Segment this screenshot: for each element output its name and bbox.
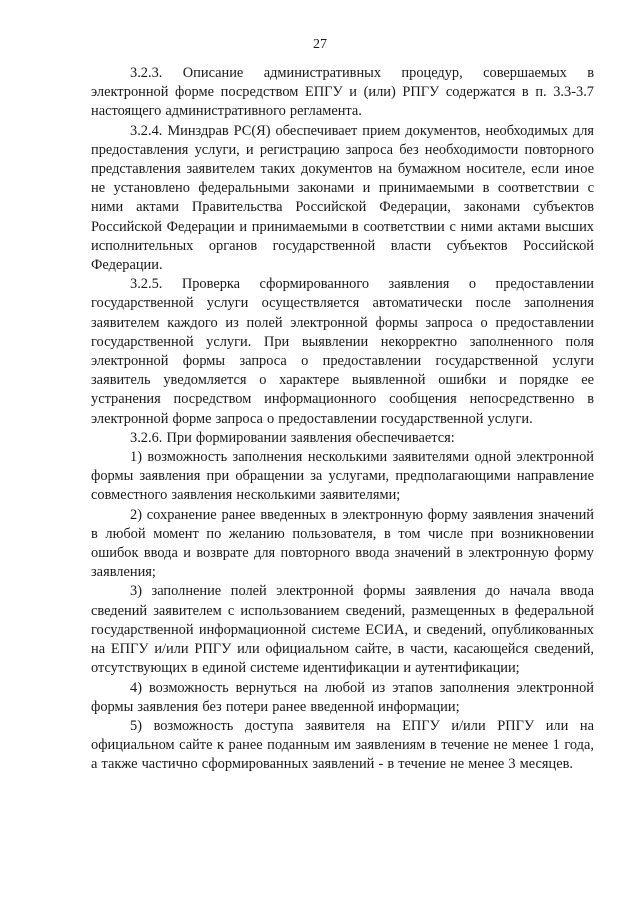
list-item-4: 4) возможность вернуться на любой из этапов заполнения электронной формы заявления без потери ранее введенной информации; xyxy=(91,679,594,715)
list-item-2: 2) сохранение ранее введенных в электронную форму заявления значений в любой момент по желанию пользователя, в том числе при возникновении ошибок ввода и возврате для повторного ввода значений в электронную форму заявления; xyxy=(91,506,594,581)
list-item-3: 3) заполнение полей электронной формы заявления до начала ввода сведений заявителем с использованием сведений, размещенных в федеральной государственной информационной системе ЕСИА, и сведений, опубликованных на ЕПГУ и/или РПГУ или официальном сайте, в части, касающейся сведений, отсутствующих в единой системе идентификации и аутентификации; xyxy=(91,583,594,677)
paragraph-3-2-4: 3.2.4. Минздрав РС(Я) обеспечивает прием документов, необходимых для предоставления услуги, и регистрацию запроса без необходимости повторного представления заявителем таких документов на бумажном носителе, если иное не установлено федеральными законами и принимаемыми в соответствии с ними актами Правительства Российской Федерации, законами субъектов Российской Федерации и принимаемыми в соответствии с ними актами высших исполнительных органов государственной власти субъектов Российской Федерации. xyxy=(91,122,594,274)
list-item-5: 5) возможность доступа заявителя на ЕПГУ и/или РПГУ или на официальном сайте к ранее поданным им заявлениям в течение не менее 1 года, а также частично сформированных заявлений - в течение не менее 3 месяцев. xyxy=(91,717,594,773)
paragraph-3-2-5: 3.2.5. Проверка сформированного заявления о предоставлении государственной услуги осуществляется автоматически после заполнения заявителем каждого из полей электронной формы запроса о предоставлении государственной услуги. При выявлении некорректно заполненного поля электронной формы запроса о предоставлении государственной услуги заявитель уведомляется о характере выявленной ошибки и порядке ее устранения посредством информационного сообщения непосредственно в электронной форме запроса о предоставлении государственной услуги. xyxy=(91,276,594,427)
paragraph-3-2-3: 3.2.3. Описание административных процедур, совершаемых в электронной форме посредством ЕПГУ и (или) РПГУ содержатся в п. 3.3-3.7 настоящего административного регламента. xyxy=(91,65,594,120)
paragraph-3-2-6: 3.2.6. При формировании заявления обеспечивается: xyxy=(130,429,455,446)
page-number: 27 xyxy=(313,37,327,52)
list-item-1: 1) возможность заполнения несколькими заявителями одной электронной формы заявления при обращении за услугами, предполагающими направление совместного заявления несколькими заявителями; xyxy=(91,449,594,504)
document-body xyxy=(91,64,594,775)
